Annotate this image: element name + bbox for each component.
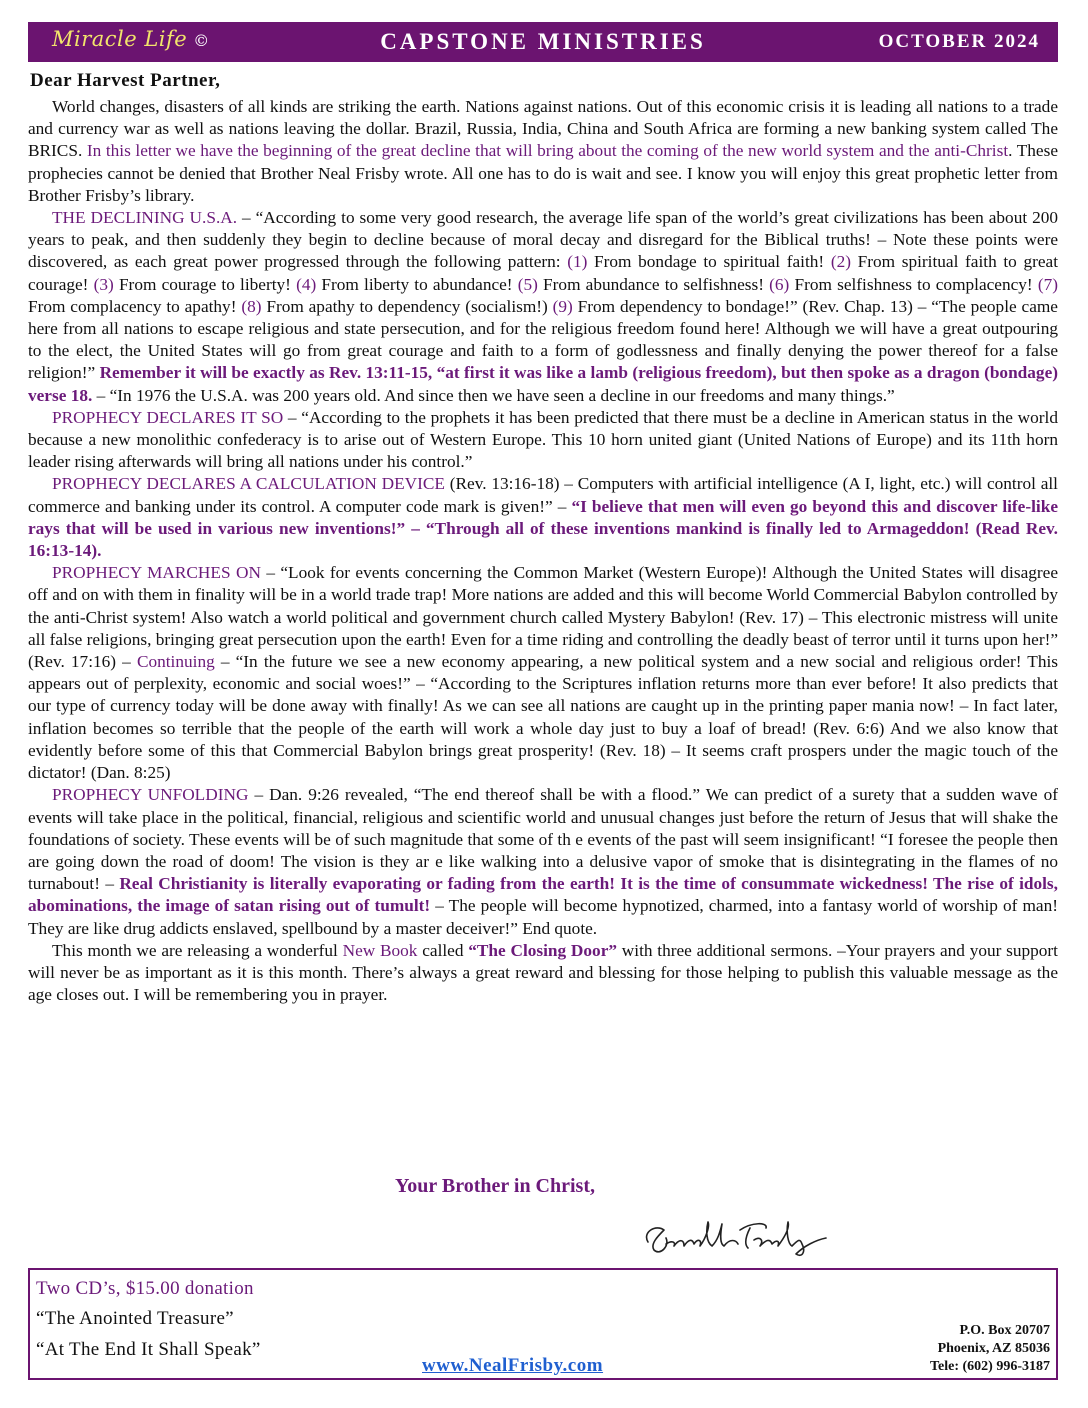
book-title: “The Closing Door” xyxy=(468,940,618,960)
list-number: (3) xyxy=(93,274,114,294)
list-number: (5) xyxy=(517,274,538,294)
section-heading: Continuing xyxy=(136,652,215,672)
paragraph-calculation-device xyxy=(28,473,1058,562)
highlight-text: “I believe that men will even go beyond this and discover life-like rays that will be used in various new inventions!” – “Through all of these inventions mankind is finally led to Armageddon! (Read Rev. 16:13-14). xyxy=(28,496,1058,561)
text: From complacency to apathy! xyxy=(28,296,242,316)
paragraph-declining-usa xyxy=(28,207,1058,407)
text: From bondage to spiritual faith! xyxy=(587,252,831,272)
text: From liberty to abundance! xyxy=(316,274,518,294)
section-heading: PROPHECY UNFOLDING xyxy=(52,785,249,805)
letter-body xyxy=(28,66,1058,1006)
text: – The people will become hypnotized, charmed, into a fantasy world of worship of man! They are like drug addicts enslaved, spellbound by a master deceiver!” End quote. xyxy=(28,896,1058,938)
text: with three additional sermons. –Your prayers and your support will never be as important as it is this month. There’s always a great reward and blessing for those helping to publish this valuable message as the age closes out. I will be remembering you in prayer. xyxy=(28,940,1058,1005)
list-number: (6) xyxy=(769,274,790,294)
paragraph-unfolding xyxy=(28,784,1058,939)
paragraph-marches-on xyxy=(28,562,1058,784)
cd-offer: Two CD’s, $15.00 donation xyxy=(36,1278,254,1299)
po-box: P.O. Box 20707 xyxy=(959,1323,1050,1338)
section-heading: PROPHECY DECLARES A CALCULATION DEVICE xyxy=(52,474,445,494)
text: World changes, disasters of all kinds are striking the earth. Nations against nations. Out of this economic crisis it is leading all nations to a trade and currency war as well as nations leaving the dollar. Brazil, Russia, India, China and South Africa are forming a new banking system called The BRICS. xyxy=(28,97,1058,161)
text: called xyxy=(417,940,469,960)
org-title: CAPSTONE MINISTRIES xyxy=(380,29,706,54)
text: – “According to the prophets it has been predicted that there must be a decline in American status in the world because a new monolithic confederacy is to arise out of Western Europe. This 10 horn united giant (United Nations of Europe) and its 11th horn leader rising afterwards will bring all nations under his control.” xyxy=(28,407,1058,472)
text: . These prophecies cannot be denied that Brother Neal Frisby wrote. All one has to do is wait and see. I know you will enjoy this great prophetic letter from Brother Frisby’s library. xyxy=(28,141,1058,205)
text: – “In the future we see a new economy appearing, a new political system and a new social and religious order! This appears out of perplexity, economic and social woes!” – “According to the Scriptures inflation returns more than ever before! It also predicts that our type of currency today will be done away with finally! As we can see all nations are caught up in the printing paper mania now! – In fact later, inflation becomes so terrible that the people of the earth will work a whole day just to buy a loaf of bread! (Rev. 6:6) And we also know that evidently before some of this that Commercial Babylon brings great prosperity! (Rev. 18) – It seems craft prospers under the magic touch of the dictator! (Dan. 8:25) xyxy=(28,652,1059,783)
text: This month we are releasing a wonderful xyxy=(52,940,343,960)
text: (Rev. 13:16-18) – Computers with artificial intelligence (A I, light, etc.) will control all commerce and banking under its control. A computer code mark is given!” – xyxy=(28,474,1058,516)
paragraph-prophecy-declares xyxy=(28,407,1058,474)
list-number: (7) xyxy=(1037,274,1059,294)
cd-title-1: “The Anointed Treasure” xyxy=(36,1308,234,1329)
paragraph-new-book xyxy=(28,940,1058,1007)
paragraph-intro xyxy=(28,96,1058,207)
text: From dependency to bondage!” (Rev. Chap. 13) – “The people came here from all nations to escape religious and state persecution, and for the religious freedom found here! Although we will have a great outpouring to the elect, the United States will go from great courage and faith to a form of godlessness and finally denying the power thereof for a false religion!” xyxy=(28,296,1058,383)
text: From spiritual faith to great courage! xyxy=(28,252,1058,294)
cd-title-2: “At The End It Shall Speak” xyxy=(36,1339,261,1360)
list-number: (1) xyxy=(567,252,588,272)
phone-number: Tele: (602) 996-3187 xyxy=(929,1359,1050,1374)
section-heading: THE DECLINING U.S.A. xyxy=(52,208,238,228)
text: From abundance to selfishness! xyxy=(537,274,770,294)
signature-image xyxy=(640,1218,835,1258)
text: From courage to liberty! xyxy=(113,274,297,294)
text: From selfishness to complacency! xyxy=(789,274,1038,294)
list-number: (4) xyxy=(296,274,317,294)
copyright-mark: © xyxy=(193,31,210,50)
mailing-address xyxy=(930,1322,1050,1376)
list-number: (2) xyxy=(830,252,851,272)
text: From apathy to dependency (socialism!) xyxy=(261,296,553,316)
header-bar xyxy=(28,22,1058,62)
brand-name: Miracle Life xyxy=(52,27,188,51)
text: – “According to some very good research, the average life span of the world’s great civilizations has been about 200 years to peak, and then suddenly they begin to decline because of moral decay and disregard for the Biblical truths! – Note these points were discovered, as each great power progressed through the following pattern: xyxy=(28,208,1058,272)
footer-box xyxy=(28,1268,1058,1380)
issue-date: OCTOBER 2024 xyxy=(878,31,1040,52)
text: – “Look for events concerning the Common Market (Western Europe)! Although the United States will disagree off and on with them in finality will be in a world trade trap! More nations are added and this will become World Commercial Babylon controlled by the anti-Christ system! Also watch a world political and government church called Mystery Babylon! (Rev. 17) – This electronic mistress will unite all false religions, bringing great persecution upon the earth! Even for a time riding and controlling the deadly beast of terror until it turns upon her!” (Rev. 17:16) – xyxy=(28,563,1058,672)
city-state-zip: Phoenix, AZ 85036 xyxy=(937,1341,1050,1356)
closing-salutation: Your Brother in Christ, xyxy=(394,1175,596,1197)
signature xyxy=(640,1218,835,1263)
highlight-text: In this letter we have the beginning of the great decline that will bring about the coming of the new world system and the anti-Christ xyxy=(86,141,1009,161)
highlight-text: Remember it will be exactly as Rev. 13:11-15, “at first it was like a lamb (religious freedom), but then spoke as a dragon (bondage) verse 18. xyxy=(28,363,1058,405)
section-heading: PROPHECY DECLARES IT SO xyxy=(52,407,284,427)
list-number: (9) xyxy=(552,296,573,316)
list-number: (8) xyxy=(241,296,262,316)
text: – Dan. 9:26 revealed, “The end thereof shall be with a flood.” We can predict of a surety that a sudden wave of events will take place in the political, financial, religious and scientific world and unusual changes just before the return of Jesus that will shake the foundations of society. These events will be of such magnitude that some of th e events of the past will seem insignificant! “I foresee the people then are going down the road of doom! The vision is they ar e like walking into a delusive vapor of smoke that is disintegrating in the flames of no turnabout! – xyxy=(28,785,1058,894)
website-link[interactable]: www.NealFrisby.com xyxy=(422,1355,604,1376)
highlight-text: Real Christianity is literally evaporating or fading from the earth! It is the time of consummate wickedness! The rise of idols, abominations, the image of satan rising out of tumult! xyxy=(28,874,1058,916)
section-heading: PROPHECY MARCHES ON xyxy=(52,563,261,583)
text: – “In 1976 the U.S.A. was 200 years old. And since then we have seen a decline in our freedoms and many things.” xyxy=(92,385,895,405)
greeting: Dear Harvest Partner, xyxy=(30,70,221,91)
highlight-text: New Book xyxy=(342,940,418,960)
